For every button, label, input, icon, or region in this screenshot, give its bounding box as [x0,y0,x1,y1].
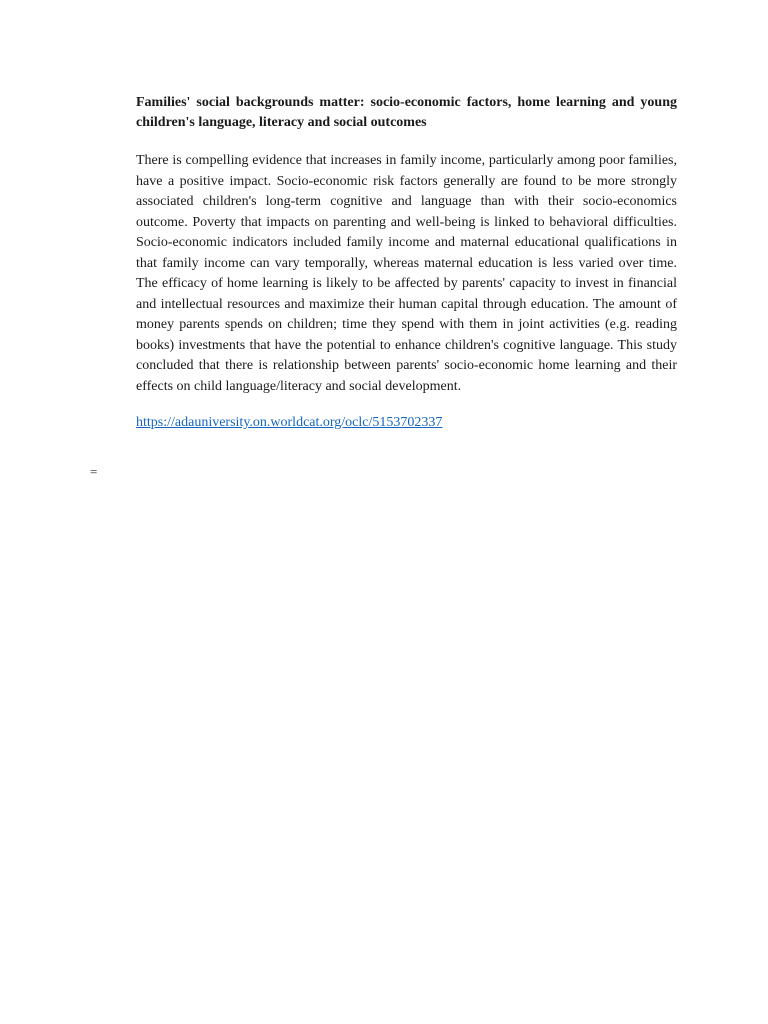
document-content [136,93,677,433]
document-title: Families' social backgrounds matter: socio-economic factors, home learning and young children's language, literacy and social outcomes [136,95,677,130]
stray-equals-mark: = [90,464,98,479]
document-body-paragraph: There is compelling evidence that increases in family income, particularly among poor families, have a positive impact. Socio-economic risk factors generally are found to be more strongly associated children's long-term cognitive and language than with their socio-economics outcome. Poverty that impacts on parenting and well-being is linked to behavioral difficulties. Socio-economic indicators included family income and maternal educational qualifications in that family income can vary temporally, whereas maternal education is less varied over time. The efficacy of home learning is likely to be affected by parents' capacity to invest in financial and intellectual resources and maximize their human capital through education. The amount of money parents spends on children; time they spend with them in joint activities (e.g. reading books) investments that have the potential to enhance children's cognitive language. This study concluded that there is relationship between parents' socio-economic home learning and their effects on child language/literacy and social development. [136,153,677,394]
worldcat-link[interactable]: https://adauniversity.on.worldcat.org/oclc/5153702337 [136,415,443,430]
